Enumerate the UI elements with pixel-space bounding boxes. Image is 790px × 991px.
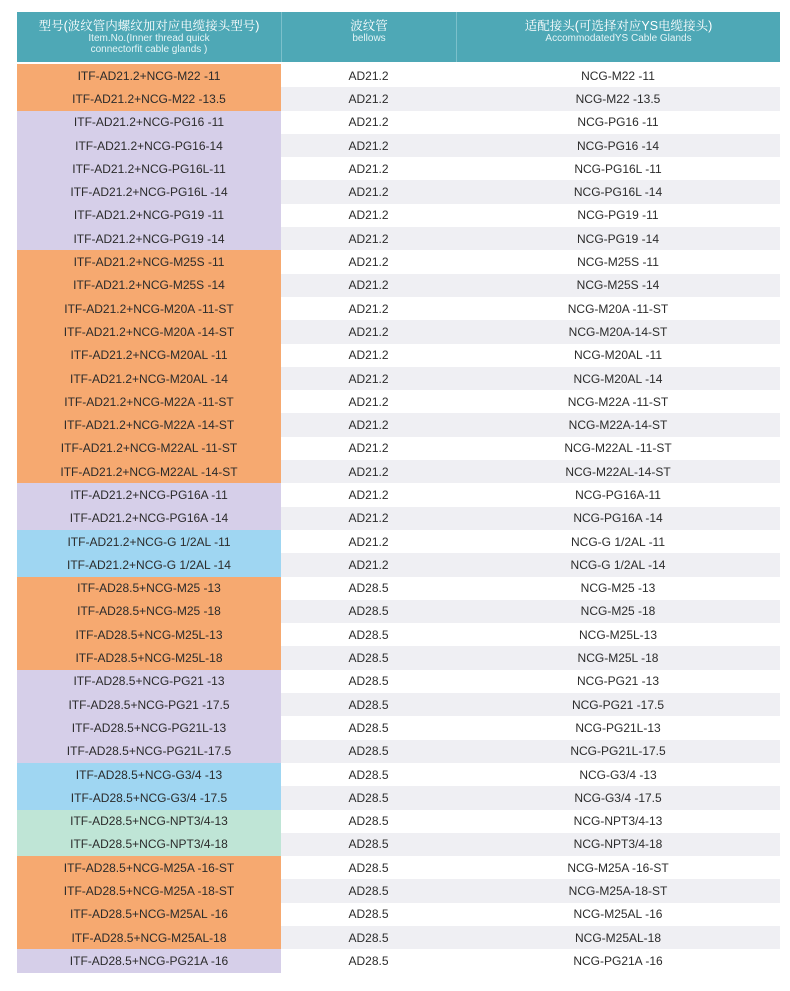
- item-no-cell: ITF-AD21.2+NCG-G 1/2AL -14: [17, 553, 281, 576]
- table-row: [17, 577, 780, 600]
- table-row: [17, 134, 780, 157]
- bellows-cell: AD28.5: [348, 674, 389, 689]
- table-row: [17, 437, 780, 460]
- table-row: [17, 600, 780, 623]
- gland-cell: NCG-NPT3/4-18: [456, 833, 780, 856]
- item-no-cell: ITF-AD28.5+NCG-G3/4 -17.5: [17, 786, 281, 809]
- gland-cell: NCG-PG16A-11: [575, 487, 661, 502]
- bellows-cell: AD28.5: [281, 600, 456, 623]
- table-row: [17, 250, 780, 273]
- item-no-cell: ITF-AD21.2+NCG-PG16L-11: [17, 157, 281, 180]
- item-no-cell: ITF-AD21.2+NCG-G 1/2AL -11: [17, 530, 281, 553]
- bellows-cell: AD21.2: [348, 208, 389, 223]
- bellows-cell: AD28.5: [281, 786, 456, 809]
- gland-cell: NCG-G 1/2AL -14: [456, 553, 780, 576]
- item-no-cell: ITF-AD21.2+NCG-M22AL -11-ST: [17, 437, 281, 460]
- bellows-cell: AD21.2: [281, 507, 456, 530]
- table-row: [17, 367, 780, 390]
- table-row: [17, 390, 780, 413]
- bellows-cell: AD21.2: [348, 534, 389, 549]
- gland-cell: NCG-PG16A -14: [456, 507, 780, 530]
- bellows-cell: AD28.5: [348, 581, 389, 596]
- gland-cell: NCG-PG16 -14: [456, 134, 780, 157]
- table-row: [17, 180, 780, 203]
- item-no-cell: ITF-AD21.2+NCG-PG16L -14: [17, 180, 281, 203]
- bellows-cell: AD28.5: [281, 646, 456, 669]
- gland-cell: NCG-M25L-13: [578, 627, 658, 642]
- table-row: [17, 786, 780, 809]
- gland-cell: NCG-M22A-14-ST: [456, 413, 780, 436]
- gland-cell: NCG-PG21 -13: [576, 674, 660, 689]
- header-item-no: [17, 12, 281, 62]
- gland-cell: NCG-M25AL-18: [456, 926, 780, 949]
- gland-cell: NCG-PG19 -14: [456, 227, 780, 250]
- table-row: [17, 949, 780, 972]
- bellows-cell: AD21.2: [348, 348, 389, 363]
- item-no-cell: ITF-AD21.2+NCG-M20AL -14: [17, 367, 281, 390]
- item-no-cell: ITF-AD21.2+NCG-PG19 -14: [17, 227, 281, 250]
- table-row: [17, 227, 780, 250]
- bellows-cell: AD21.2: [348, 255, 389, 270]
- gland-cell: NCG-M25AL -16: [573, 907, 663, 922]
- gland-cell: NCG-NPT3/4-13: [573, 814, 663, 829]
- bellows-cell: AD21.2: [348, 441, 389, 456]
- bellows-cell: AD28.5: [281, 879, 456, 902]
- bellows-cell: AD21.2: [281, 413, 456, 436]
- bellows-cell: AD28.5: [348, 767, 389, 782]
- bellows-cell: AD28.5: [348, 860, 389, 875]
- bellows-cell: AD28.5: [281, 926, 456, 949]
- table-header: [17, 12, 780, 62]
- item-no-cell: ITF-AD28.5+NCG-M25L-18: [17, 646, 281, 669]
- table-row: [17, 111, 780, 134]
- gland-cell: NCG-M20A -11-ST: [567, 301, 669, 316]
- gland-cell: NCG-G 1/2AL -11: [570, 534, 666, 549]
- gland-cell: NCG-M25 -18: [456, 600, 780, 623]
- item-no-cell: ITF-AD21.2+NCG-PG16A -11: [17, 483, 281, 506]
- bellows-cell: AD28.5: [348, 720, 389, 735]
- header-item-no-cn: 型号(波纹管内螺纹加对应电缆接头型号): [38, 19, 260, 33]
- header-item-no-en-1: Item.No.(Inner thread quick: [88, 33, 210, 44]
- item-no-cell: ITF-AD21.2+NCG-M25S -14: [17, 274, 281, 297]
- gland-cell: NCG-M22 -11: [581, 68, 655, 83]
- bellows-cell: AD28.5: [348, 627, 389, 642]
- gland-cell: NCG-PG21L-13: [575, 720, 661, 735]
- item-no-cell: ITF-AD28.5+NCG-PG21 -13: [17, 670, 281, 693]
- table-body: [17, 64, 780, 973]
- bellows-cell: AD21.2: [281, 87, 456, 110]
- table-row: [17, 413, 780, 436]
- table-row: [17, 553, 780, 576]
- table-row: [17, 507, 780, 530]
- gland-cell: NCG-M20AL -14: [456, 367, 780, 390]
- gland-cell: NCG-M25L -18: [456, 646, 780, 669]
- gland-cell: NCG-PG21L-17.5: [456, 740, 780, 763]
- table-row: [17, 740, 780, 763]
- bellows-cell: AD21.2: [281, 134, 456, 157]
- item-no-cell: ITF-AD21.2+NCG-M22 -11: [17, 64, 281, 87]
- gland-cell: NCG-G3/4 -17.5: [456, 786, 780, 809]
- item-no-cell: ITF-AD28.5+NCG-PG21L-17.5: [17, 740, 281, 763]
- item-no-cell: ITF-AD28.5+NCG-NPT3/4-18: [17, 833, 281, 856]
- item-no-cell: ITF-AD28.5+NCG-PG21 -17.5: [17, 693, 281, 716]
- item-no-cell: ITF-AD21.2+NCG-PG16-14: [17, 134, 281, 157]
- item-no-cell: ITF-AD28.5+NCG-M25AL-18: [17, 926, 281, 949]
- bellows-cell: AD21.2: [281, 274, 456, 297]
- item-no-cell: ITF-AD28.5+NCG-M25A -16-ST: [17, 856, 281, 879]
- bellows-cell: AD21.2: [281, 227, 456, 250]
- table-row: [17, 693, 780, 716]
- item-no-cell: ITF-AD28.5+NCG-M25A -18-ST: [17, 879, 281, 902]
- gland-cell: NCG-PG16L -11: [574, 161, 662, 176]
- bellows-cell: AD28.5: [348, 814, 389, 829]
- gland-cell: NCG-G3/4 -13: [579, 767, 657, 782]
- header-bellows-cn: 波纹管: [350, 19, 388, 33]
- bellows-cell: AD28.5: [281, 693, 456, 716]
- gland-cell: NCG-M22AL -11-ST: [564, 441, 672, 456]
- item-no-cell: ITF-AD21.2+NCG-M22A -11-ST: [17, 390, 281, 413]
- table-row: [17, 344, 780, 367]
- gland-cell: NCG-M20AL -11: [573, 348, 663, 363]
- gland-cell: NCG-M25S -14: [456, 274, 780, 297]
- bellows-cell: AD28.5: [348, 907, 389, 922]
- table-row: [17, 204, 780, 227]
- bellows-cell: AD28.5: [281, 833, 456, 856]
- bellows-cell: AD21.2: [281, 367, 456, 390]
- item-no-cell: ITF-AD28.5+NCG-M25AL -16: [17, 903, 281, 926]
- gland-cell: NCG-M25 -13: [580, 581, 656, 596]
- item-no-cell: ITF-AD28.5+NCG-PG21L-13: [17, 716, 281, 739]
- gland-cell: NCG-M25A -16-ST: [567, 860, 669, 875]
- table-row: [17, 879, 780, 902]
- table-row: [17, 157, 780, 180]
- table-row: [17, 64, 780, 87]
- header-bellows: [281, 12, 456, 62]
- item-no-cell: ITF-AD21.2+NCG-M20A -14-ST: [17, 320, 281, 343]
- table-row: [17, 926, 780, 949]
- table-row: [17, 320, 780, 343]
- item-no-cell: ITF-AD21.2+NCG-PG16A -14: [17, 507, 281, 530]
- gland-cell: NCG-M25A-18-ST: [456, 879, 780, 902]
- header-bellows-en: bellows: [352, 33, 386, 44]
- bellows-cell: AD21.2: [281, 553, 456, 576]
- bellows-cell: AD21.2: [348, 161, 389, 176]
- item-no-cell: ITF-AD21.2+NCG-M20AL -11: [17, 344, 281, 367]
- bellows-cell: AD21.2: [348, 394, 389, 409]
- item-no-cell: ITF-AD21.2+NCG-M22A -14-ST: [17, 413, 281, 436]
- item-no-cell: ITF-AD21.2+NCG-M20A -11-ST: [17, 297, 281, 320]
- gland-cell: NCG-PG21A -16: [573, 953, 663, 968]
- bellows-cell: AD28.5: [348, 953, 389, 968]
- table-row: [17, 833, 780, 856]
- item-no-cell: ITF-AD28.5+NCG-NPT3/4-13: [17, 810, 281, 833]
- table-row: [17, 297, 780, 320]
- gland-cell: NCG-PG21 -17.5: [456, 693, 780, 716]
- bellows-cell: AD21.2: [348, 115, 389, 130]
- gland-cell: NCG-M20A-14-ST: [456, 320, 780, 343]
- header-glands: [456, 12, 780, 62]
- bellows-cell: AD21.2: [348, 301, 389, 316]
- table-row: [17, 530, 780, 553]
- item-no-cell: ITF-AD28.5+NCG-PG21A -16: [17, 949, 281, 972]
- item-no-cell: ITF-AD21.2+NCG-PG16 -11: [17, 111, 281, 134]
- gland-cell: NCG-M22A -11-ST: [567, 394, 669, 409]
- table-row: [17, 903, 780, 926]
- bellows-cell: AD21.2: [348, 68, 389, 83]
- item-no-cell: ITF-AD21.2+NCG-M22AL -14-ST: [17, 460, 281, 483]
- table-row: [17, 623, 780, 646]
- gland-cell: NCG-PG16L -14: [456, 180, 780, 203]
- bellows-cell: AD28.5: [281, 740, 456, 763]
- bellows-cell: AD21.2: [281, 320, 456, 343]
- gland-cell: NCG-PG19 -11: [577, 208, 659, 223]
- header-glands-cn: 适配接头(可选择对应YS电缆接头): [524, 19, 713, 33]
- item-no-cell: ITF-AD28.5+NCG-G3/4 -13: [17, 763, 281, 786]
- table-row: [17, 87, 780, 110]
- table-row: [17, 460, 780, 483]
- item-no-cell: ITF-AD28.5+NCG-M25L-13: [17, 623, 281, 646]
- table-row: [17, 274, 780, 297]
- table-row: [17, 646, 780, 669]
- gland-cell: NCG-M22AL-14-ST: [456, 460, 780, 483]
- item-no-cell: ITF-AD21.2+NCG-PG19 -11: [17, 204, 281, 227]
- item-no-cell: ITF-AD28.5+NCG-M25 -13: [17, 577, 281, 600]
- bellows-cell: AD21.2: [281, 460, 456, 483]
- item-no-cell: ITF-AD21.2+NCG-M22 -13.5: [17, 87, 281, 110]
- item-no-cell: ITF-AD21.2+NCG-M25S -11: [17, 250, 281, 273]
- table-row: [17, 716, 780, 739]
- header-item-no-en-2: connectorfit cable glands ): [90, 44, 208, 55]
- table-row: [17, 856, 780, 879]
- bellows-cell: AD21.2: [281, 180, 456, 203]
- gland-cell: NCG-PG16 -11: [577, 115, 659, 130]
- table-row: [17, 483, 780, 506]
- item-no-cell: ITF-AD28.5+NCG-M25 -18: [17, 600, 281, 623]
- table-row: [17, 670, 780, 693]
- gland-cell: NCG-M25S -11: [577, 255, 659, 270]
- bellows-cell: AD21.2: [348, 487, 389, 502]
- header-glands-en: AccommodatedYS Cable Glands: [545, 33, 692, 44]
- table-row: [17, 810, 780, 833]
- table-row: [17, 763, 780, 786]
- gland-cell: NCG-M22 -13.5: [456, 87, 780, 110]
